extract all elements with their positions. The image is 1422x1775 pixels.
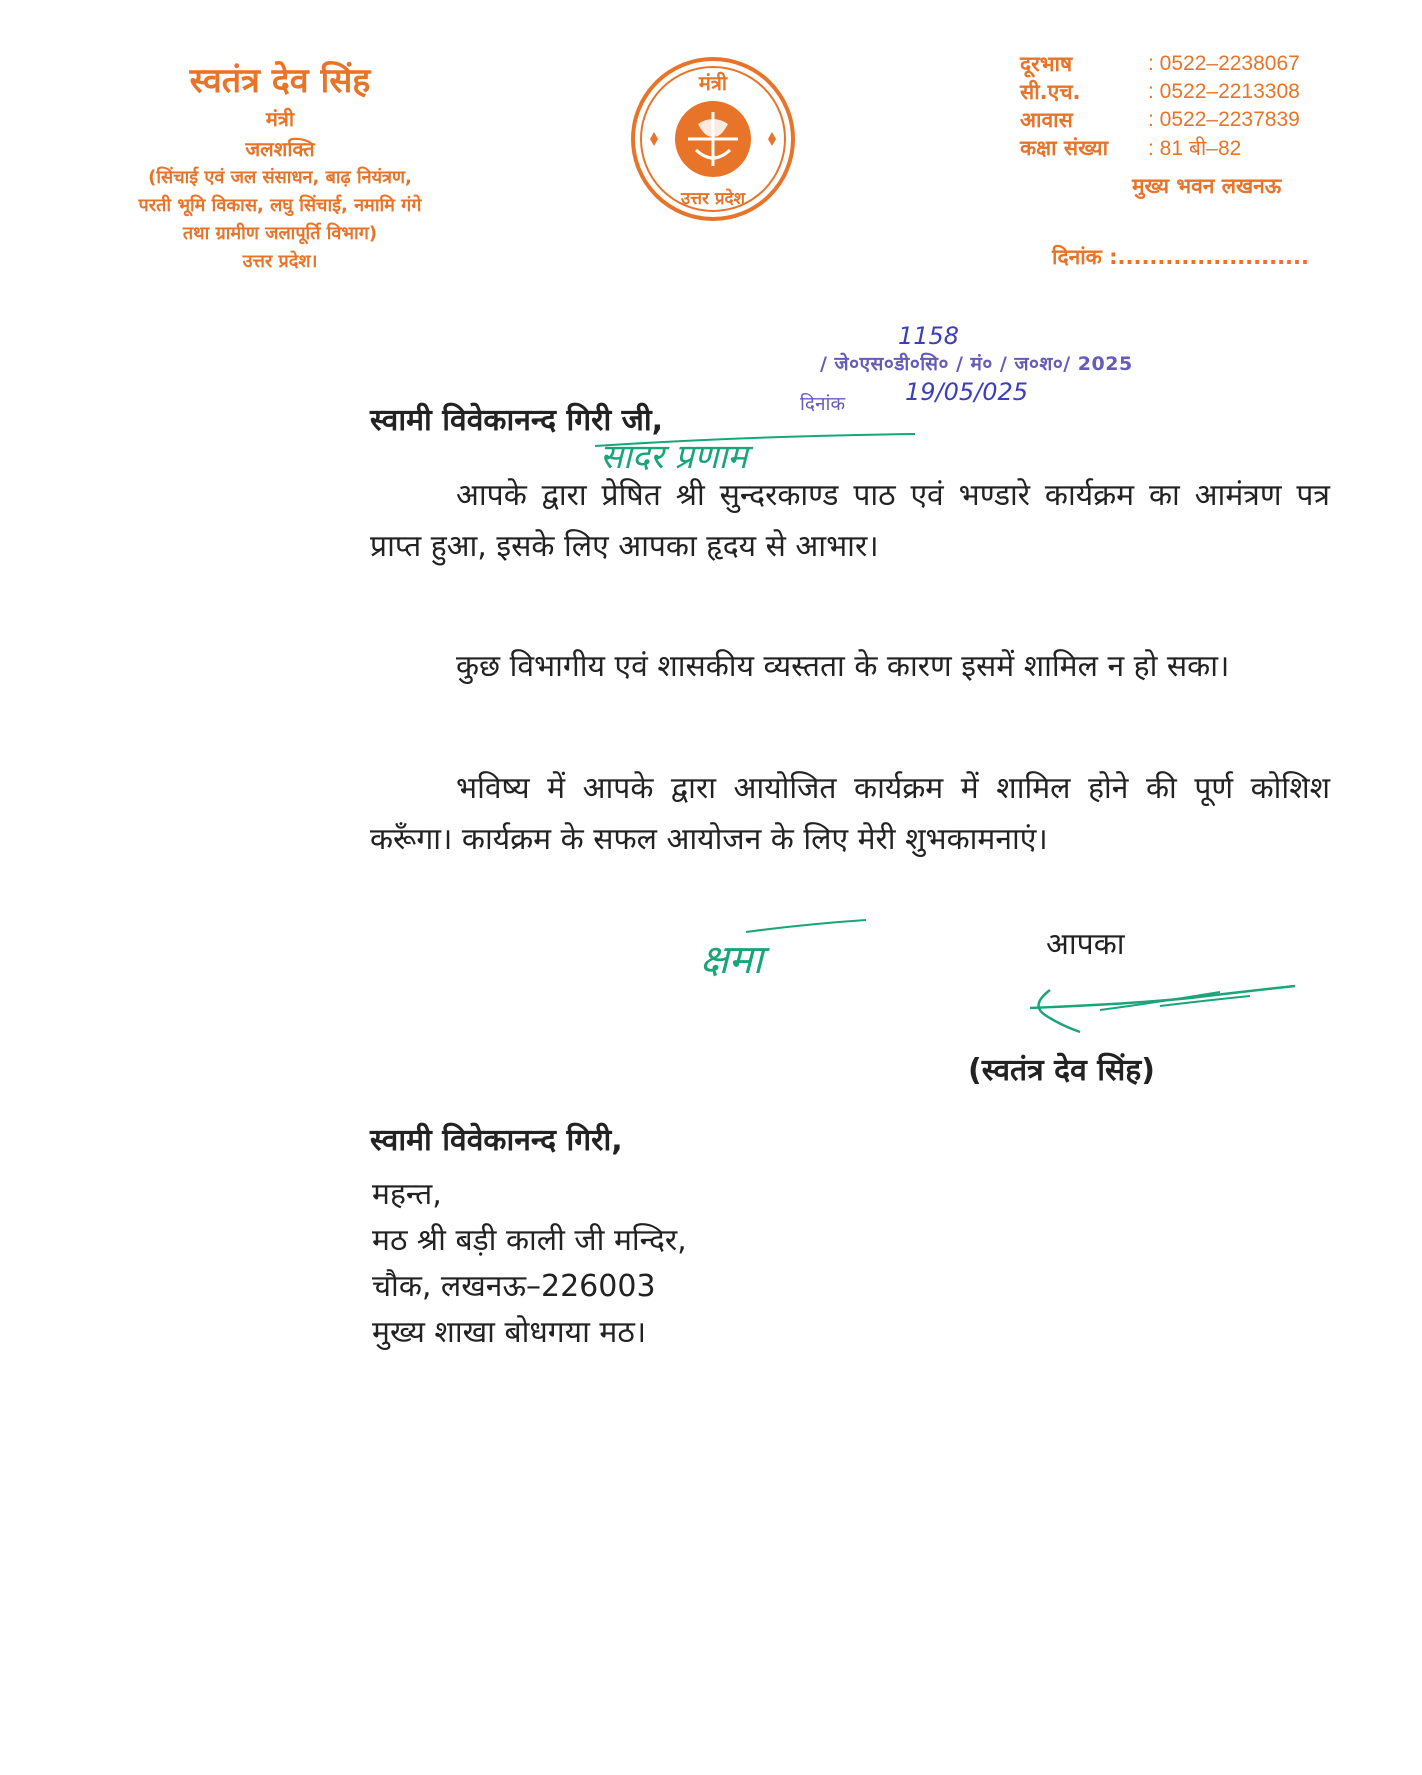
contact-row (1020, 50, 1360, 78)
contact-row (1020, 106, 1360, 134)
signature (1010, 970, 1310, 1040)
contact-block (1020, 50, 1360, 162)
departments-line-3: तथा ग्रामीण जलापूर्ति विभाग) (182, 223, 378, 244)
contact-value: : 0522–2213308 (1148, 80, 1300, 103)
emblem-star-left (650, 132, 658, 146)
recipient-address-line: महन्त, (372, 1177, 442, 1212)
contact-label: दूरभाष (1020, 52, 1073, 76)
contact-row (1020, 78, 1360, 106)
date-field: दिनांक :........................ (1052, 245, 1309, 269)
contact-label: आवास (1020, 108, 1073, 132)
state-emblem-seal (628, 54, 798, 224)
handwritten-apology-note: क्षमा (700, 937, 763, 983)
handwritten-underline (590, 432, 920, 452)
emblem-star-right (768, 132, 776, 146)
contact-row (1020, 134, 1360, 162)
emblem-top-text: मंत्री (698, 71, 728, 95)
recipient-address-line: मुख्य शाखा बोधगया मठ। (372, 1315, 647, 1350)
contact-value: : 81 बी–82 (1148, 137, 1242, 160)
departments-line-1: (सिंचाई एवं जल संसाधन, बाढ़ नियंत्रण, (148, 167, 412, 188)
contact-label: सी.एच. (1020, 80, 1081, 104)
signatory-name: (स्वतंत्र देव सिंह) (968, 1053, 1155, 1088)
body-paragraph: आपके द्वारा प्रेषित श्री सुन्दरकाण्ड पाठ एवं भण्डारे कार्यक्रम का आमंत्रण पत्र प्राप्त हुआ, इसके लिए आपका हृदय से आभार। (370, 478, 1330, 564)
letterhead-left (80, 58, 480, 276)
departments-line-2: परती भूमि विकास, लघु सिंचाई, नमामि गंगे (138, 195, 422, 216)
dispatch-date-label: दिनांक (800, 393, 846, 415)
closing: आपका (1046, 927, 1125, 962)
recipient-address-line: चौक, लखनऊ–226003 (372, 1269, 656, 1304)
body-paragraph: भविष्य में आपके द्वारा आयोजित कार्यक्रम में शामिल होने की पूर्ण कोशिश करूँगा। कार्यक्रम के सफल आयोजन के लिए मेरी शुभकामनाएं। (370, 771, 1330, 857)
dispatch-date: 19/05/025 (905, 378, 1029, 406)
recipient-name: स्वामी विवेकानन्द गिरी, (370, 1123, 623, 1158)
minister-name: स्वतंत्र देव सिंह (189, 61, 371, 101)
dispatch-stamp (800, 320, 1320, 415)
emblem-bottom-text: उत्तर प्रदेश (680, 189, 746, 209)
contact-label: कक्षा संख्या (1020, 136, 1109, 160)
contact-value: : 0522–2237839 (1148, 108, 1300, 131)
salutation: स्वामी विवेकानन्द गिरी जी, (370, 403, 664, 438)
handwritten-stroke (686, 908, 876, 998)
dispatch-reference: / जे०एस०डी०सि० / मं० / ज०श०/ 2025 (820, 353, 1133, 375)
handwritten-greeting: सादर प्रणाम (600, 437, 748, 477)
designation: मंत्री (265, 107, 295, 131)
body-paragraph: कुछ विभागीय एवं शासकीय व्यस्तता के कारण इसमें शामिल न हो सका। (456, 649, 1230, 684)
office-address: मुख्य भवन लखनऊ (1132, 174, 1282, 198)
ministry: जलशक्ति (245, 137, 315, 161)
contact-value: : 0522–2238067 (1148, 52, 1300, 75)
dispatch-number: 1158 (898, 322, 960, 350)
recipient-address-line: मठ श्री बड़ी काली जी मन्दिर, (372, 1223, 687, 1258)
state-name: उत्तर प्रदेश। (242, 251, 318, 272)
